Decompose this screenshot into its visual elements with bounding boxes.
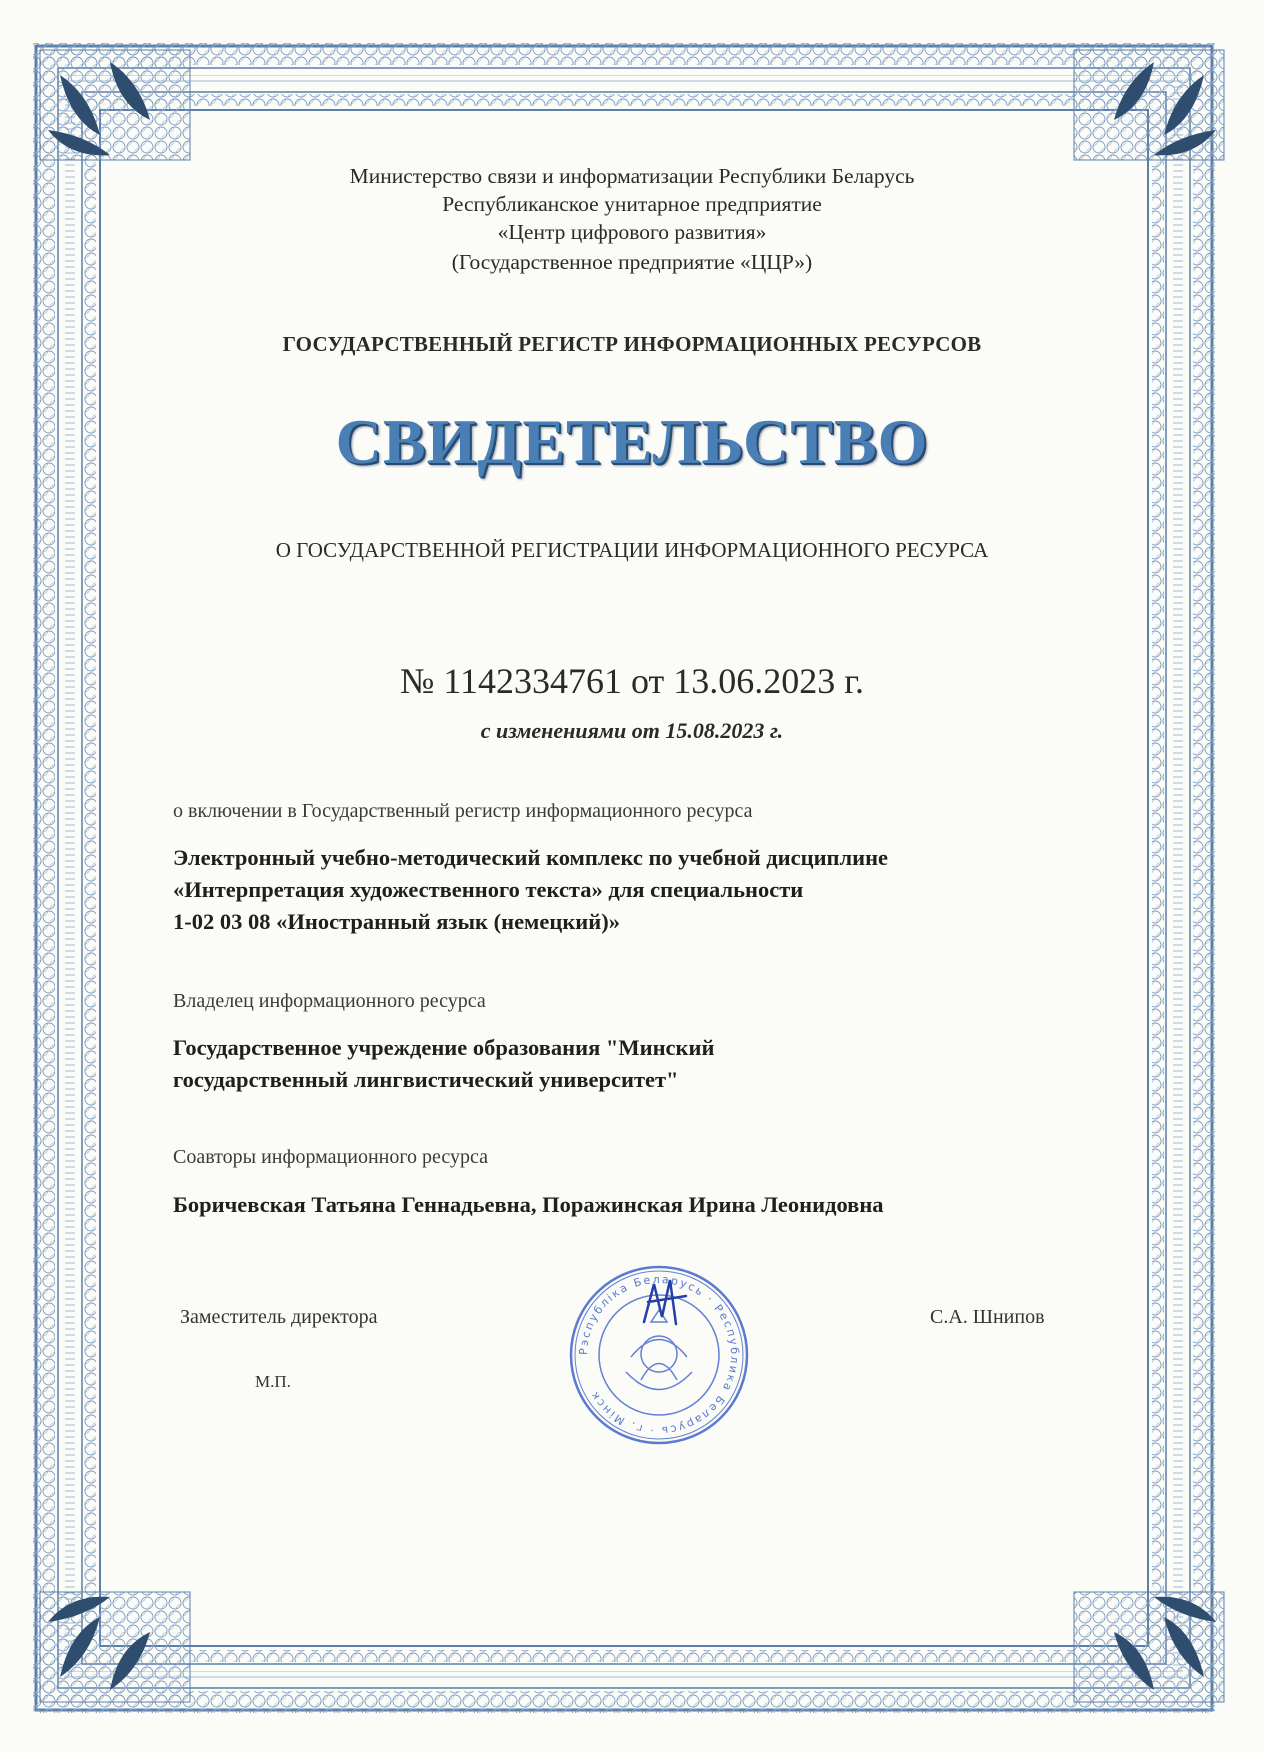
official-stamp [566, 1262, 752, 1448]
signatory-position: Заместитель директора [180, 1306, 378, 1328]
owner-name-line-2: государственный лингвистический университет" [173, 1067, 679, 1092]
enterprise-type: Республиканское унитарное предприятие [442, 192, 822, 216]
owner-name-line-1: Государственное учреждение образования "Минский [173, 1035, 715, 1060]
stamp-place-mark: М.П. [255, 1372, 291, 1391]
registry-title: ГОСУДАРСТВЕННЫЙ РЕГИСТР ИНФОРМАЦИОННЫХ РЕСУРСОВ [282, 332, 982, 356]
owner-label: Владелец информационного ресурса [173, 990, 486, 1012]
changes-date: с изменениями от 15.08.2023 г. [480, 718, 784, 743]
resource-name-line-3: 1-02 03 08 «Иностранный язык (немецкий)» [173, 909, 620, 934]
coauthors-names: Боричевская Татьяна Геннадьевна, Поражинская Ирина Леонидовна [173, 1192, 884, 1217]
center-name: «Центр цифрового развития» [497, 220, 767, 244]
signer-name: С.А. Шнипов [930, 1306, 1045, 1328]
stamp-ring-text: Рэспубліка Беларусь · Республика Беларусь · г. Мінск [576, 1272, 742, 1438]
resource-name-line-1: Электронный учебно-методический комплекс по учебной дисциплине [173, 845, 889, 870]
ministry-name: Министерство связи и информатизации Республики Беларусь [349, 164, 915, 188]
certificate-title: СВИДЕТЕЛЬСТВО [335, 406, 929, 477]
resource-label: о включении в Государственный регистр информационного ресурса [173, 800, 753, 822]
enterprise-short-name: (Государственное предприятие «ЦЦР») [451, 250, 813, 274]
registration-number: № 1142334761 от 13.06.2023 г. [400, 661, 864, 701]
coauthors-label: Соавторы информационного ресурса [173, 1146, 489, 1168]
svg-text:Рэспубліка Беларусь · Республи [577, 1273, 741, 1437]
certificate-subtitle: О ГОСУДАРСТВЕННОЙ РЕГИСТРАЦИИ ИНФОРМАЦИОННОГО РЕСУРСА [275, 538, 989, 562]
resource-name-line-2: «Интерпретация художественного текста» для специальности [173, 877, 804, 902]
